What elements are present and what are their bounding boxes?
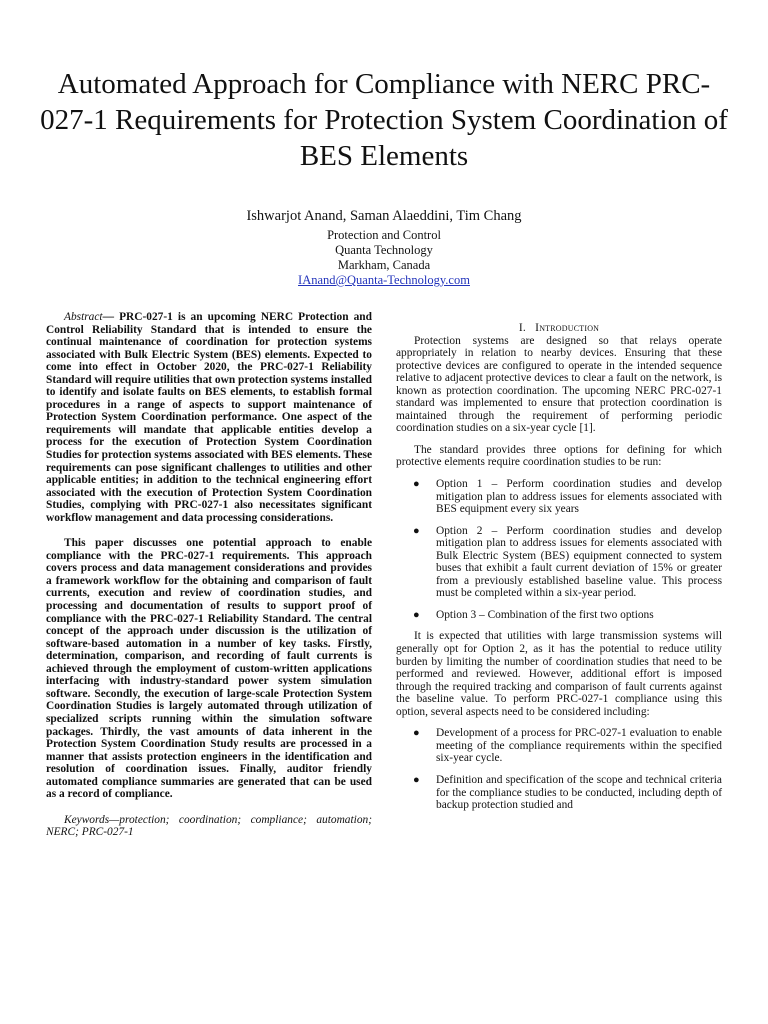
- bullet-icon: ●: [413, 727, 420, 740]
- author-list: Ishwarjot Anand, Saman Alaeddini, Tim Chang: [246, 208, 522, 224]
- aspects-list: [396, 727, 722, 811]
- abstract-paragraph-1: [46, 311, 372, 524]
- option-text: Option 1 – Perform coordination studies and develop mitigation plan to address issues for elements associated with BES equipment every six years: [436, 478, 722, 516]
- affiliation-location: Markham, Canada: [337, 258, 431, 272]
- affiliation-department: Protection and Control: [327, 228, 441, 242]
- option-text: Option 3 – Combination of the first two options: [436, 608, 654, 621]
- author-email-link[interactable]: IAnand@Quanta-Technology.com: [298, 273, 470, 287]
- section-title-initial: I: [535, 322, 540, 334]
- intro-paragraph-3: It is expected that utilities with large transmission systems will generally opt for Option 2, as it has the potential to reduce utility burden by limiting the number of coordination studies that need to be performed and reviewed. However, additional effort is imposed through the required tracking and comparison of fault currents against the baseline value. To perform PRC-027-1 compliance using this option, several aspects need to be considered including:: [396, 630, 722, 718]
- list-item: [396, 727, 722, 765]
- right-column: [396, 322, 722, 821]
- abstract-paragraph-2: This paper discusses one potential approach to enable compliance with the PRC-027-1 requirements. This approach covers process and data management considerations and provides a framework workflow for the obtaining and comparison of fault currents, execution and review of coordination studies, and processing and documentation of results to support proof of compliance with the PRC-027-1 Reliability Standard. The central concept of the approach under discussion is the utilization of software-based automation in a number of key tasks. Firstly, determination, comparison, and recording of fault currents is achieved through the employment of custom-written applications interfacing with industry-standard power system simulation software. Secondly, the execution of large-scale Protection System Coordination Studies is largely automated through utilization of specialized scripts running within the simulation software packages. Thirdly, the vast amounts of data inherent in the Protection System Coordination Study results are processed in a manner that assists protection engineers in the identification and resolution of coordination issues. Finally, auditor friendly automated compliance summaries are generated that can be used as a record of compliance.: [46, 537, 372, 801]
- intro-paragraph-2: The standard provides three options for defining for which protective elements require coordination studies to be run:: [396, 443, 722, 469]
- intro-paragraph-1: Protection systems are designed so that relays operate appropriately in relation to nearby devices. Ensuring that these protective devices are configured to operate in the intended sequence relative to adjacent protective devices to clear a fault on the network, is known as protection coordination. The upcoming NERC PRC-027-1 standard was implemented to ensure that protection coordination is maintained through the requirement of performing periodic coordination studies on a six-year cycle [1].: [396, 334, 722, 435]
- list-item: [396, 609, 722, 622]
- abstract-lead: Abstract: [64, 311, 103, 323]
- bullet-icon: ●: [413, 478, 420, 491]
- keywords: Keywords—protection; coordination; compliance; automation; NERC; PRC-027-1: [46, 813, 372, 839]
- option-text: Option 2 – Perform coordination studies and develop mitigation plan to address issues for elements associated with Bulk Electric System (BES) equipment connected to system buses that exhibit a fault current deviation of 15% or greater from a previously established baseline value. This process must be completed within a six-year period.: [436, 524, 722, 600]
- abstract-text-1: PRC-027-1 is an upcoming NERC Protection and Control Reliability Standard that is intended to ensure the continual maintenance of coordination for protection systems associated with Bulk Electric System (BES) elements. Expected to come into effect in October 2020, the PRC-027-1 Reliability Standard will require utilities that own protection systems installed to identify and isolate faults on BES elements, to establish formal procedures in a range of aspects to support maintenance of Protection System Coordination performance. One aspect of the requirements will mandate that applicable entities develop a process for the execution of Protection System Coordination Studies for protection systems associated with BES elements. These requirements can pose significant challenges to utilities and other applicable entities; in addition to the technical engineering effort associated with the execution of Protection System Coordination Studies, complying with PRC-027-1 also necessitates significant workflow management and data processing considerations.: [46, 311, 372, 524]
- aspect-text: Definition and specification of the scope and technical criteria for the compliance studies to be conducted, including depth of backup protection studied and: [436, 773, 722, 812]
- list-item: [396, 774, 722, 812]
- list-item: [396, 478, 722, 516]
- affiliation-company: Quanta Technology: [335, 243, 433, 257]
- bullet-icon: ●: [413, 608, 420, 621]
- list-item: [396, 525, 722, 600]
- section-number: I.: [518, 322, 526, 334]
- bullet-icon: ●: [413, 773, 420, 786]
- section-heading-introduction: [396, 322, 722, 335]
- abstract-dash: —: [102, 311, 120, 323]
- bullet-icon: ●: [413, 524, 420, 537]
- paper-title: Automated Approach for Compliance with NERC PRC-027-1 Requirements for Protection System Coordination of BES Elements: [40, 68, 728, 172]
- options-list: [396, 478, 722, 621]
- aspect-text: Development of a process for PRC-027-1 evaluation to enable meeting of the compliance requirements within the specified six-year cycle.: [436, 727, 722, 765]
- left-column: [46, 311, 372, 839]
- section-title-rest: ntroduction: [539, 322, 600, 334]
